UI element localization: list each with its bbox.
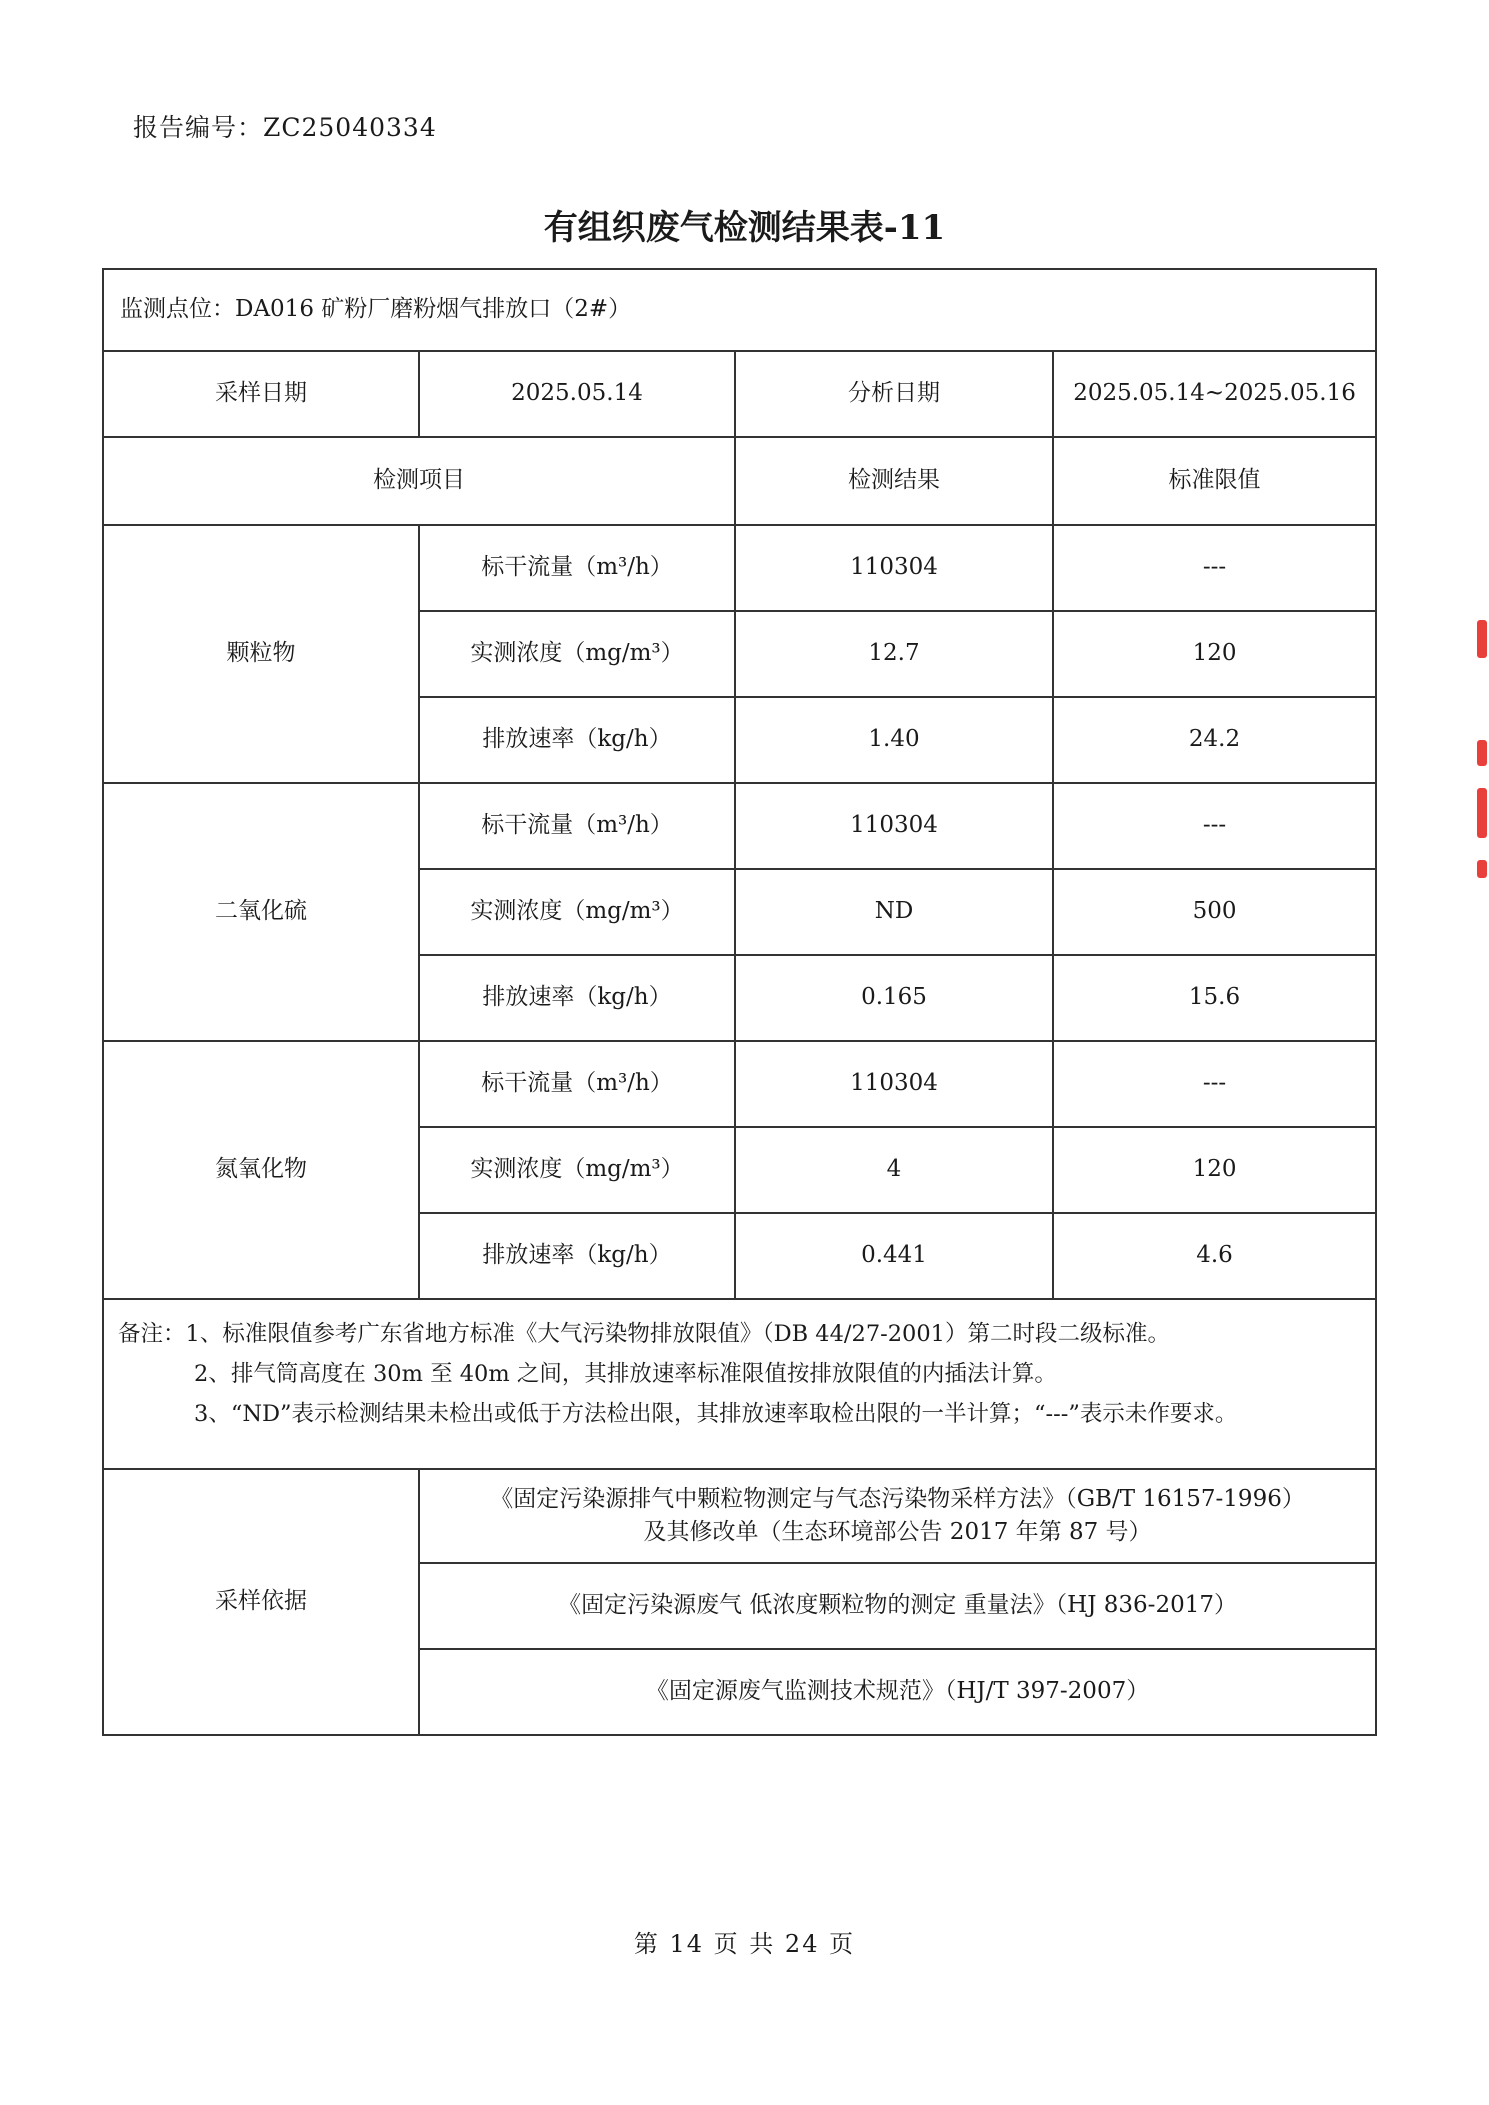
result-cell: 110304 (735, 1041, 1053, 1127)
basis-line: 《固定源废气监测技术规范》（HJ/T 397-2007） (645, 1678, 1150, 1705)
limit-cell: --- (1053, 525, 1376, 611)
result-cell: 0.165 (735, 955, 1053, 1041)
date-row (103, 351, 1376, 437)
column-header-item: 检测项目 (103, 437, 735, 525)
basis-item (419, 1649, 1376, 1735)
remarks-row (103, 1299, 1376, 1469)
remark-line: 备注：1、标准限值参考广东省地方标准《大气污染物排放限值》（DB 44/27-2001）第二时段二级标准。 (118, 1321, 1170, 1347)
location-row (103, 269, 1376, 351)
pollutant-name: 颗粒物 (103, 525, 419, 783)
limit-cell: 4.6 (1053, 1213, 1376, 1299)
parameter-cell: 排放速率（kg/h） (419, 955, 735, 1041)
parameter-cell: 排放速率（kg/h） (419, 697, 735, 783)
limit-cell: --- (1053, 1041, 1376, 1127)
basis-row (103, 1469, 1376, 1563)
limit-cell: 120 (1053, 1127, 1376, 1213)
limit-cell: --- (1053, 783, 1376, 869)
basis-line: 《固定污染源废气 低浓度颗粒物的测定 重量法》（HJ 836-2017） (558, 1592, 1237, 1619)
basis-line: 及其修改单（生态环境部公告 2017 年第 87 号） (643, 1519, 1152, 1545)
pollutant-name: 氮氧化物 (103, 1041, 419, 1299)
result-cell: 4 (735, 1127, 1053, 1213)
parameter-cell: 标干流量（m³/h） (419, 783, 735, 869)
limit-cell: 24.2 (1053, 697, 1376, 783)
parameter-cell: 实测浓度（mg/m³） (419, 611, 735, 697)
seal-stamp-edge (1467, 620, 1489, 920)
result-cell: 12.7 (735, 611, 1053, 697)
table-row (103, 1041, 1376, 1127)
result-cell: ND (735, 869, 1053, 955)
remarks (103, 1299, 1376, 1469)
limit-cell: 500 (1053, 869, 1376, 955)
parameter-cell: 标干流量（m³/h） (419, 525, 735, 611)
result-cell: 0.441 (735, 1213, 1053, 1299)
analysis-date-value: 2025.05.14~2025.05.16 (1053, 351, 1376, 437)
parameter-cell: 排放速率（kg/h） (419, 1213, 735, 1299)
result-cell: 1.40 (735, 697, 1053, 783)
basis-label: 采样依据 (103, 1469, 419, 1735)
result-cell: 110304 (735, 783, 1053, 869)
column-header-result: 检测结果 (735, 437, 1053, 525)
table-row (103, 525, 1376, 611)
column-header-limit: 标准限值 (1053, 437, 1376, 525)
analysis-date-label: 分析日期 (735, 351, 1053, 437)
remark-line: 3、“ND”表示检测结果未检出或低于方法检出限，其排放速率取检出限的一半计算；“---”表示未作要求。 (194, 1401, 1238, 1427)
column-header-row (103, 437, 1376, 525)
sample-date-label: 采样日期 (103, 351, 419, 437)
sample-date-value: 2025.05.14 (419, 351, 735, 437)
basis-item (419, 1563, 1376, 1649)
parameter-cell: 标干流量（m³/h） (419, 1041, 735, 1127)
basis-item (419, 1469, 1376, 1563)
result-cell: 110304 (735, 525, 1053, 611)
report-number: 报告编号：ZC25040334 (133, 113, 437, 142)
limit-cell: 15.6 (1053, 955, 1376, 1041)
page-title: 有组织废气检测结果表-11 (543, 208, 946, 248)
parameter-cell: 实测浓度（mg/m³） (419, 869, 735, 955)
remark-line: 2、排气筒高度在 30m 至 40m 之间，其排放速率标准限值按排放限值的内插法计算。 (194, 1361, 1057, 1387)
results-table (102, 268, 1377, 1736)
monitoring-location: 监测点位：DA016 矿粉厂磨粉烟气排放口（2#） (103, 269, 1376, 351)
table-row (103, 783, 1376, 869)
pollutant-name: 二氧化硫 (103, 783, 419, 1041)
page-number: 第 14 页 共 24 页 (633, 1930, 856, 1958)
limit-cell: 120 (1053, 611, 1376, 697)
basis-line: 《固定污染源排气中颗粒物测定与气态污染物采样方法》（GB/T 16157-1996） (490, 1485, 1305, 1512)
parameter-cell: 实测浓度（mg/m³） (419, 1127, 735, 1213)
